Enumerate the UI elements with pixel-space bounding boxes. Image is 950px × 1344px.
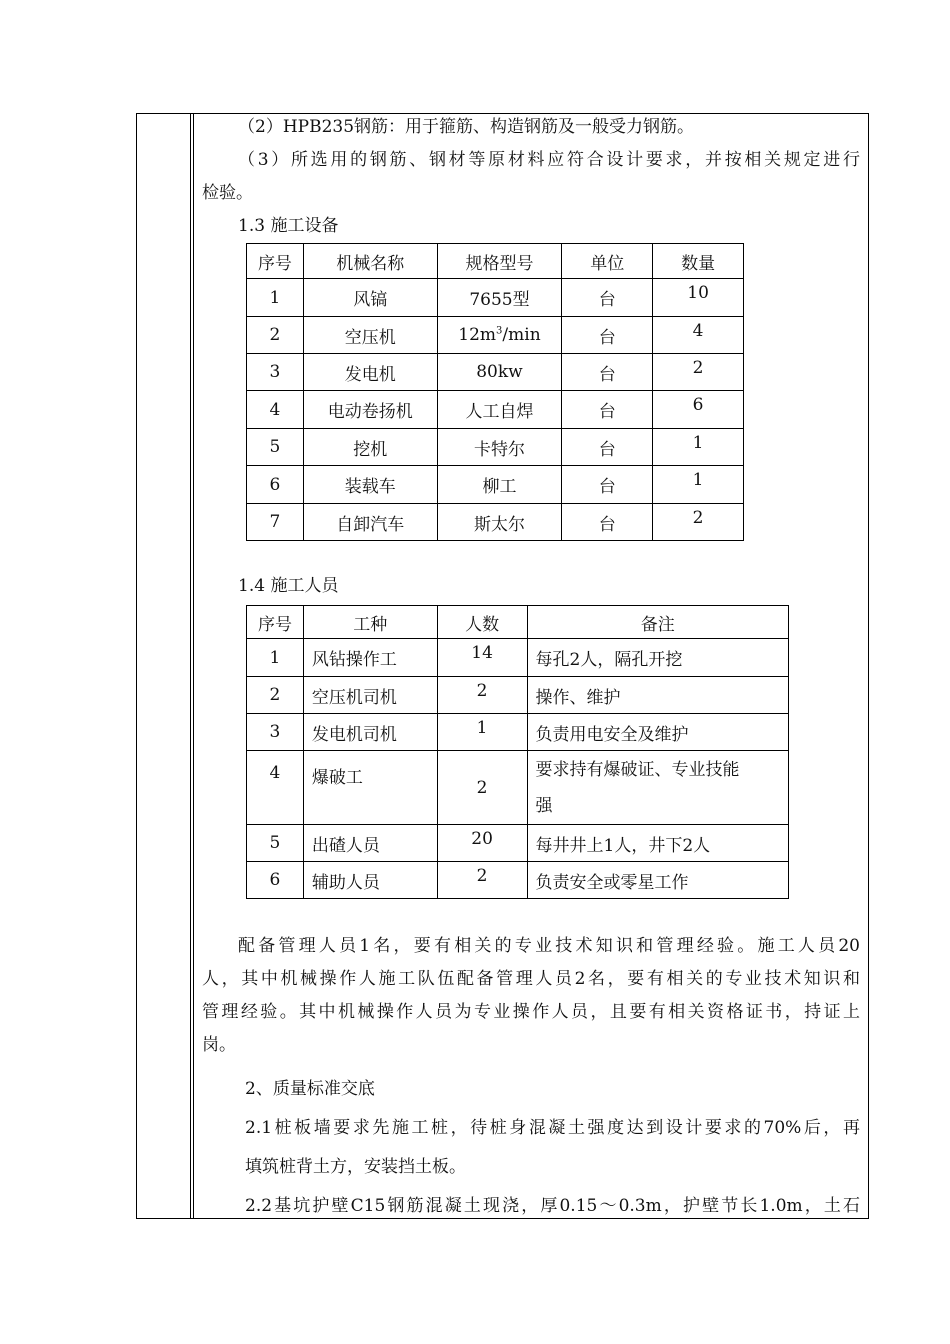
table-row [247,466,744,504]
heading-equipment: 1.3 施工设备 [238,216,339,236]
table-row [247,639,789,677]
paragraph-line: 2.1桩板墙要求先施工桩，待桩身混凝土强度达到设计要求的70%后，再 [245,1118,860,1138]
eq-spec [437,317,562,354]
ps-header-note: 备注 [527,606,789,639]
paragraph-line: 人，其中机械操作人施工队伍配备管理人员2名，要有相关的专业技术知识和 [202,969,860,989]
eq-no: 2 [247,317,304,354]
material-item-3: （3）所选用的钢筋、钢材等原材料应符合设计要求，并按相关规定进行 [238,150,860,170]
paragraph-line: 2.2基坑护壁C15钢筋混凝土现浇，厚0.15～0.3m，护壁节长1.0m，土石 [245,1196,860,1216]
ps-no: 2 [247,677,304,714]
column-divider [190,113,191,1219]
table-row [247,751,789,825]
table-row [247,825,789,862]
paragraph-line: 管理经验。其中机械操作人员为专业操作人员，且要有相关资格证书，持证上 [202,1002,860,1022]
eq-no: 3 [247,354,304,391]
eq-no: 7 [247,504,304,541]
ps-count: 2 [437,677,527,714]
ps-no: 1 [247,639,304,677]
ps-type: 空压机司机 [303,677,437,714]
ps-count: 20 [437,825,527,862]
eq-name: 电动卷扬机 [303,391,437,429]
eq-spec-tail: /min [502,325,541,345]
eq-no: 4 [247,391,304,429]
eq-unit: 台 [562,279,653,317]
eq-no: 6 [247,466,304,504]
eq-unit: 台 [562,504,653,541]
ps-header-no: 序号 [247,606,304,639]
ps-no: 5 [247,825,304,862]
ps-count: 2 [437,751,527,825]
personnel-table [246,605,789,899]
ps-note: 负责用电安全及维护 [527,714,789,751]
table-row [247,354,744,391]
eq-qty: 4 [653,317,744,354]
eq-name: 发电机 [303,354,437,391]
paragraph-line: 岗。 [202,1035,236,1055]
eq-qty: 6 [653,391,744,429]
eq-header-no: 序号 [247,244,304,279]
ps-no: 4 [247,751,304,825]
eq-no: 1 [247,279,304,317]
ps-note-line-1: 要求持有爆破证、专业技能 [535,759,740,780]
ps-note: 操作、维护 [527,677,789,714]
eq-header-spec: 规格型号 [437,244,562,279]
ps-note [527,751,789,825]
eq-header-name: 机械名称 [303,244,437,279]
eq-spec: 斯太尔 [437,504,562,541]
ps-count: 2 [437,862,527,899]
eq-unit: 台 [562,354,653,391]
eq-spec-main: 12m [458,325,497,345]
ps-type: 发电机司机 [303,714,437,751]
table-row [247,317,744,354]
eq-spec-sup: 3 [496,325,503,337]
eq-header-unit: 单位 [562,244,653,279]
ps-header-count: 人数 [437,606,527,639]
ps-note-line-2: 强 [535,795,553,816]
ps-note: 每孔2人，隔孔开挖 [527,639,789,677]
eq-qty: 2 [653,354,744,391]
ps-type: 出碴人员 [303,825,437,862]
ps-type: 辅助人员 [303,862,437,899]
eq-spec: 80kw [437,354,562,391]
table-row [247,677,789,714]
eq-unit: 台 [562,466,653,504]
eq-spec: 卡特尔 [437,429,562,466]
material-item-2: （2）HPB235钢筋：用于箍筋、构造钢筋及一般受力钢筋。 [238,117,695,137]
eq-name: 风镐 [303,279,437,317]
table-row [247,279,744,317]
ps-type: 风钻操作工 [303,639,437,677]
eq-spec: 7655型 [437,279,562,317]
eq-name: 空压机 [303,317,437,354]
table-row [247,714,789,751]
table-row [247,862,789,899]
eq-spec: 柳工 [437,466,562,504]
eq-unit: 台 [562,317,653,354]
ps-header-type: 工种 [303,606,437,639]
eq-no: 5 [247,429,304,466]
eq-name: 装载车 [303,466,437,504]
eq-spec: 人工自焊 [437,391,562,429]
table-row [247,504,744,541]
ps-no: 6 [247,862,304,899]
eq-qty: 1 [653,429,744,466]
eq-header-qty: 数量 [653,244,744,279]
table-row [247,429,744,466]
paragraph-line: 填筑桩背土方，安装挡土板。 [245,1157,466,1177]
eq-qty: 2 [653,504,744,541]
ps-note: 负责安全或零星工作 [527,862,789,899]
ps-count: 1 [437,714,527,751]
eq-name: 自卸汽车 [303,504,437,541]
eq-qty: 10 [653,279,744,317]
column-divider-inner [193,113,194,1219]
eq-name: 挖机 [303,429,437,466]
table-row [247,391,744,429]
ps-note: 每井井上1人，井下2人 [527,825,789,862]
eq-unit: 台 [562,429,653,466]
ps-count: 14 [437,639,527,677]
ps-no: 3 [247,714,304,751]
eq-unit: 台 [562,391,653,429]
heading-personnel: 1.4 施工人员 [238,576,339,596]
material-item-3-cont: 检验。 [202,183,253,203]
section-2-title: 2、质量标准交底 [245,1079,375,1099]
paragraph-line: 配备管理人员1名，要有相关的专业技术知识和管理经验。施工人员20 [238,936,860,956]
ps-type: 爆破工 [303,751,437,825]
equipment-table [246,243,744,541]
eq-qty: 1 [653,466,744,504]
